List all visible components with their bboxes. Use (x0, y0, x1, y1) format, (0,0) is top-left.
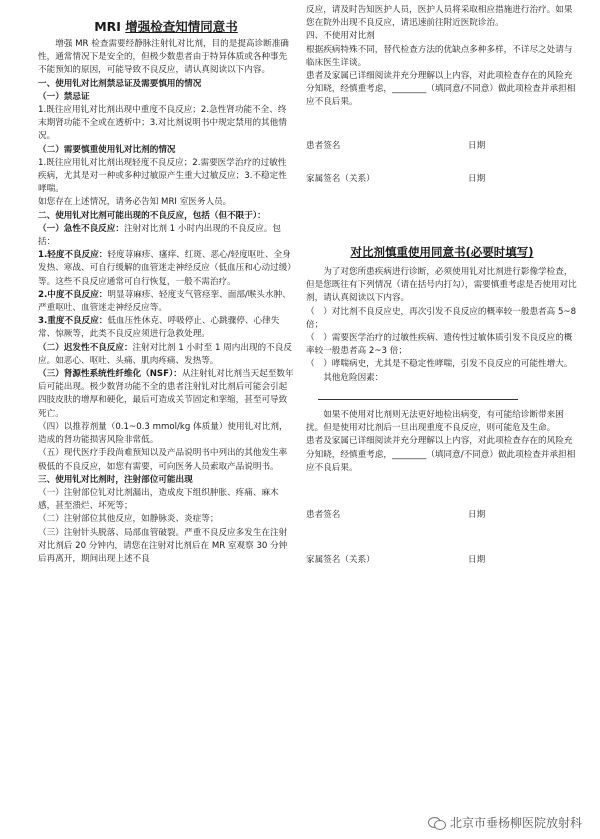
section-3-1-text: （一）注射部位钆对比剂漏出，造成皮下组织肿胀、疼痛、麻木感，甚至溃烂、坏死等； (38, 487, 279, 512)
section-2-5-text: （五）现代医疗手段尚难预知以及产品说明书中列出的其他发生率极低的不良反应，如您有需要，可向医务人员索取产品说明书。 (38, 448, 288, 472)
section-3-3-text: （三）注射针头脱落、局部血管破裂。严重不良反应多发生在注射对比剂后 20 分钟内，请您在注射对比剂后在 MR 室观察 30 分钟后再离开，期间出现上述不良 (38, 527, 288, 564)
mri-consent-title (38, 18, 294, 36)
consent-statement-1: 患者及家属已详细阅读并充分理解以上内容，对此项检查存在的风险充分知晓，经慎重考虑，________（填同意/不同意）做此项检查并承担相应不良后果。 (306, 71, 576, 108)
date-label: 日期 (468, 173, 486, 184)
watermark-text: 北京市垂杨柳医院放射科 (449, 816, 582, 830)
section-2-1c-text: 低血压性休克、呼吸停止、心跳骤停、心律失常、惊厥等，此类不良反应须进行急救处理。 (38, 316, 280, 340)
blank-line (318, 389, 518, 400)
title-main-text: 增强检查知情同意书 (125, 19, 238, 34)
intro-paragraph: 增强 MR 检查需要经静脉注射钆对比剂，目的是提高诊断准确性，通常情况下是安全的，但极少数患者由于特异体质或各种事先不能预知的原因，可能导致不良反应，请认真阅读以下内容。 (38, 39, 289, 76)
date-label: 日期 (468, 510, 486, 521)
section-1-2-text: 1.既往应用钆对比剂出现轻度不良反应；2.需要医学治疗的过敏性疾病，尤其是对一种或多种过敏原产生重大过敏反应；3.不稳定性哮喘。 (38, 157, 287, 195)
right-column (306, 0, 578, 567)
family-signature-label: 家属签名（关系） (306, 555, 375, 566)
section-2-1c (38, 315, 294, 341)
other-risk-blank (306, 389, 578, 405)
section-4-text: 根据疾病特殊不同，替代检查方法的优缺点多种多样，不详尽之处请与临床医生详谈。 (306, 44, 573, 68)
family-signature-label: 家属签名（关系） (306, 173, 375, 184)
section-2-1a-title: 1.轻度不良反应： (38, 250, 108, 261)
section-3-2-text: （二）注射部位其他反应，如静脉炎、炎症等； (38, 514, 219, 525)
continued-text: 反应，请及时告知医护人员，医护人员将采取相应措施进行治疗。如果您在院外出现不良反应，请迅速前往附近医院诊治。 (306, 5, 573, 29)
section-2-2-text: 注射对比剂 1 小时至 1 周内出现的不良反应。如恶心、呕吐、头痛、肌肉疼痛、发热等。 (38, 342, 292, 366)
section-1-2-title: （二）需要慎重使用钆对比剂的情况 (38, 144, 176, 155)
section-2-1b (38, 289, 294, 315)
section-2-2-title: （二）迟发性不良反应： (38, 342, 133, 353)
signature-row-patient-2 (306, 509, 578, 522)
option-3: （ ）哮喘病史，尤其是不稳定性哮喘，引发不良反应的可能性增大。 (306, 359, 573, 370)
title-prefix: MRI (94, 19, 121, 34)
section-2-1 (38, 223, 294, 249)
section-1-1-text: 1.既往应用钆对比剂出现中重度不良反应；2.急性肾功能不全、终末期肾功能不全或在透析中；3.对比剂说明书中规定禁用的其他情况。 (38, 105, 287, 142)
other-risk-label: 其他危险因素： (323, 372, 384, 383)
patient-signature-label: 患者签名 (306, 510, 341, 521)
section-2-title: 二、使用钆对比剂可能出现的不良反应，包括（但不限于）： (38, 210, 266, 221)
signature-row-patient-1 (306, 140, 578, 153)
section-1-note: 如您存在上述情况，请务必告知 MRI 室医务人员。 (38, 197, 232, 208)
contrast-intro: 为了对您所患疾病进行诊断，必须使用钆对比剂进行影像学检查，但是您既往有下列情况（请在括号内打勾），需要慎重考虑是否使用对比剂，请认真阅读以下内容。 (306, 267, 577, 304)
section-4-title: 四、不使用对比剂 (306, 31, 375, 42)
contrast-explanation: 如果不使用对比剂则无法更好地检出病变，有可能给诊断带来困扰。但是使用对比剂后一旦出现重度不良反应，则可能危及生命。 (306, 410, 564, 434)
section-2-1-text: 注射对比剂 1 小时内出现的不良反应。包括： (38, 223, 281, 248)
date-label: 日期 (468, 140, 486, 151)
section-2-3 (38, 368, 294, 421)
section-3-title: 三、使用钆对比剂时，注射部位可能出现 (38, 474, 193, 485)
left-column (38, 0, 294, 566)
patient-signature-label: 患者签名 (306, 140, 341, 151)
section-2-1-title: （一）急性不良反应： (38, 223, 124, 234)
section-1-1-title: （一）禁忌证 (38, 91, 90, 102)
signature-row-family-2 (306, 554, 578, 567)
option-2: （ ）需要医学治疗的过敏性疾病、遗传性过敏体质引发不良反应的概率较一般患者高 2~3 倍； (306, 333, 573, 357)
section-2-3-title: （三）肾源性系统性纤维化（NSF）： (38, 369, 182, 380)
section-2-1a-text: 轻度荨麻疹、瘙痒、红斑、恶心/轻度呕吐、全身发热、寒战、可自行缓解的血管迷走神经反应（低血压和心动过缓）等。这些不良反应通常可自行恢复，一般不需治疗。 (38, 250, 292, 287)
section-2-1c-title: 3.重度不良反应： (38, 316, 108, 327)
option-1: （ ）对比剂不良反应史，再次引发不良反应的概率较一般患者高 5~8 倍； (306, 306, 577, 330)
contrast-consent-title: 对比剂慎重使用同意书(必要时填写) (350, 245, 534, 260)
section-1-title: 一、使用钆对比剂禁忌证及需要慎用的情况 (38, 78, 202, 89)
date-label: 日期 (468, 555, 486, 566)
section-2-4-text: （四）以推荐剂量（0.1~0.3 mmol/kg 体质量）使用钆对比剂，造成的肾功能损害风险非常低。 (38, 421, 288, 446)
watermark (428, 814, 582, 831)
section-2-3-text: 从注射钆对比剂当天起至数年后可能出现。极少数肾功能不全的患者注射钆对比剂后可能会引起四肢皮肤的增厚和硬化，最后可造成关节固定和挛缩，甚至可导致死亡。 (38, 369, 294, 419)
consent-statement-2: 患者及家属已详细阅读并充分理解以上内容，对此项检查存在的风险充分知晓，经慎重考虑，________（填同意/不同意）做此项检查并承担相应不良后果。 (306, 436, 576, 473)
section-2-1b-text: 明显荨麻疹、轻度支气管痉挛、面部/喉头水肿、严重呕吐、血管迷走神经反应等。 (38, 289, 291, 314)
section-2-2 (38, 342, 294, 368)
section-2-1b-title: 2.中度不良反应： (38, 289, 108, 300)
section-2-1a (38, 249, 294, 289)
signature-row-family-1 (306, 173, 578, 186)
wechat-icon (428, 816, 446, 830)
